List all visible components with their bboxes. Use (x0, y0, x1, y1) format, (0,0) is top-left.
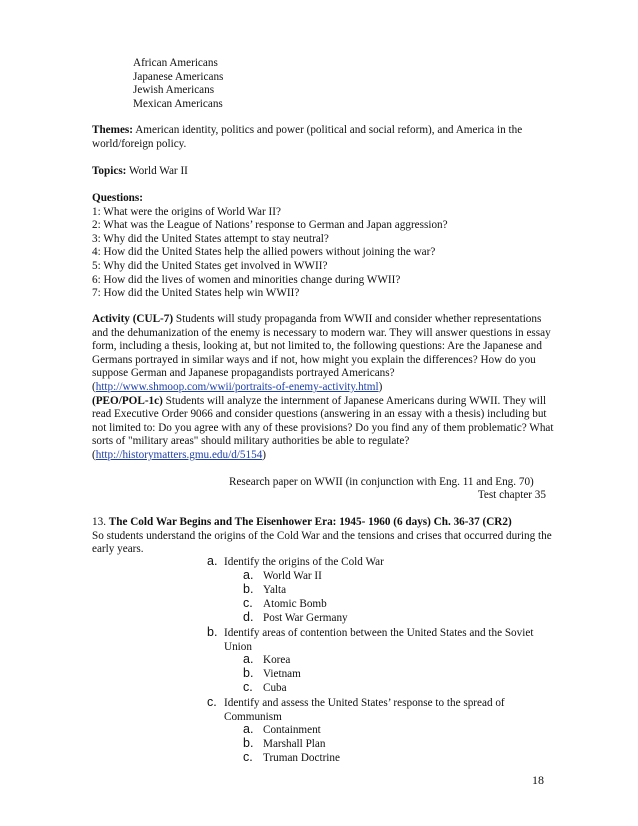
activity-text: Students will analyze the internment of Japanese Americans during WWII. They will read Executive Order 9066 and consider questions (answering in an essay with a thesis) including but not limited to: Do you agree with any of these provisions? Do you find any of them problematic? What sorts of "military areas" should military authorities be able to regulate? ( (92, 394, 554, 461)
unit-number: 13. (92, 516, 106, 528)
outline-marker: c. (207, 695, 217, 709)
question-item: 7: How did the United States help win WWII? (92, 287, 300, 300)
unit-13-section (92, 516, 554, 557)
activity-label: (PEO/POL-1c) (92, 394, 163, 407)
outline-text: Identify areas of contention between the United States and the Soviet Union (224, 627, 534, 653)
question-item: 3: Why did the United States attempt to stay neutral? (92, 232, 329, 245)
list-item: Jewish Americans (133, 84, 215, 97)
question-item: 1: What were the origins of World War II? (92, 205, 281, 218)
document-page: African Americans Japanese Americans Jewish Americans Mexican Americans Themes: American identity, politics and power (political and social reform), and America in the world/foreign policy. Topics: World War II Questions: 1: What were the origins of World War II? 2: What was the League of Nations’ response to German and Japan aggression? 3: Why did the United States attempt to stay neutral? 4: How did the United States help the allied powers without joining the war? 5: Why did the United States get involved in WWII? 6: How did the lives of women and minorities change during WWII? 7: How did the United States help win WWII? Activity (CUL-7) Students will study propaganda from WWII and consider whether representations and the dehumanization of the enemy is necessary to modern war. They will answer questions in essay form, including a thesis, looking at, but not limited to, the following questions: Are the Japanese and Germans portrayed in similar ways and if not, how might you explain the differences? How do you suppose German and Japanese propagandists portrayed Americans? (http://www.shmoop.com/wwii/portraits-of-enemy-activity.html) (PEO/POL-1c) Students will analyze the internment of Japanese Americans during WWII. They will read Executive Order 9066 and consider questions (answering in an essay with a thesis) including but not limited to: Do you agree with any of these provisions? Do you find any of them problematic? What sorts of "military areas" should military authorities be able to regulate? (http://historymatters.gmu.edu/d/5154) Research paper on WWII (in conjunction with Eng. 11 and Eng. 70) Test chapter 35 13. The Cold War Begins and The Eisenhower Era: 1945- 1960 (6 days) Ch. 36-37 (CR2) So students understand the origins of the Cold War and the tensions and crises that occurred during the early years. a. Identify the origins of the Cold War a. World War II b. Yalta c. Atomic Bomb d. Post War Germany b. Identify areas of contention between the United States and the Soviet Union a. Korea b. Vietnam c. Cuba c. Identify and assess the United States’ response to the spread of Communism a. Containment b. Marshall Plan c. Truman Doctrine 18 (92, 57, 554, 787)
topics-line (92, 165, 554, 179)
unit-intro: So students understand the origins of the Cold War and the tensions and crises that occurred during the early years. (92, 529, 552, 556)
minority-groups-list (133, 57, 223, 111)
activity-text: Students will study propaganda from WWII and consider whether representations and the dehumanization of the enemy is necessary to modern war. They will answer questions in essay form, including a thesis, looking at, but not limited to, the following questions: Are the Japanese and Germans portrayed in similar ways and if not, how might you explain the differences? How do you suppose German and Japanese propagandists portrayed Americans? ( (92, 313, 551, 393)
topics-label: Topics: (92, 165, 127, 177)
themes-label: Themes: (92, 124, 134, 136)
shmoop-link[interactable]: http://www.shmoop.com/wwii/portraits-of-enemy-activity.html (95, 380, 379, 393)
outline-text: Identify and assess the United States’ response to the spread of Communism (224, 697, 505, 723)
questions-label: Questions: (92, 192, 143, 204)
list-item: Japanese Americans (133, 70, 224, 83)
list-item: Mexican Americans (133, 97, 223, 110)
question-item: 5: Why did the United States get involved in WWII? (92, 259, 328, 272)
outline-marker: b. (207, 625, 218, 639)
page-number: 18 (532, 773, 544, 787)
question-item: 6: How did the lives of women and minorities change during WWII? (92, 273, 401, 286)
test-line: Test chapter 35 (477, 489, 546, 501)
outline-marker: a. (207, 554, 218, 568)
topics-text: World War II (129, 165, 188, 177)
activity-propaganda-paragraph: Activity (CUL-7) Students will study propaganda from WWII and consider whether representations and the dehumanization of the enemy is necessary to modern war. They will answer questions in essay form, including a thesis, looking at, but not limited to, the following questions: Are the Japanese and Germans portrayed in similar ways and if not, how might you explain the differences? How do you suppose German and Japanese propagandists portrayed Americans? (http://www.shmoop.com/wwii/portraits-of-enemy-activity.html) (PEO/POL-1c) Students will analyze the internment of Japanese Americans during WWII. They will read Executive Order 9066 and consider questions (answering in an essay with a thesis) including but not limited to: Do you agree with any of these provisions? Do you find any of them problematic? What sorts of "military areas" should military authorities be able to regulate? (http://historymatters.gmu.edu/d/5154) (92, 313, 554, 461)
themes-text: American identity, politics and power (political and social reform), and America in the world/foreign policy. (92, 124, 523, 150)
activity-label: Activity (CUL-7) (92, 313, 174, 325)
historymatters-link[interactable]: http://historymatters.gmu.edu/d/5154 (95, 448, 263, 461)
question-item: 2: What was the League of Nations’ response to German and Japan aggression? (92, 219, 448, 232)
research-paper-line: Research paper on WWII (in conjunction with Eng. 11 and Eng. 70) (229, 476, 534, 488)
list-item: African Americans (133, 57, 218, 69)
questions-section (92, 192, 554, 301)
unit-title: The Cold War Begins and The Eisenhower Era: 1945- 1960 (6 days) Ch. 36-37 (CR2) (108, 516, 512, 528)
outline-text: Identify the origins of the Cold War (224, 556, 384, 568)
themes-paragraph (92, 124, 554, 151)
question-item: 4: How did the United States help the allied powers without joining the war? (92, 246, 436, 259)
